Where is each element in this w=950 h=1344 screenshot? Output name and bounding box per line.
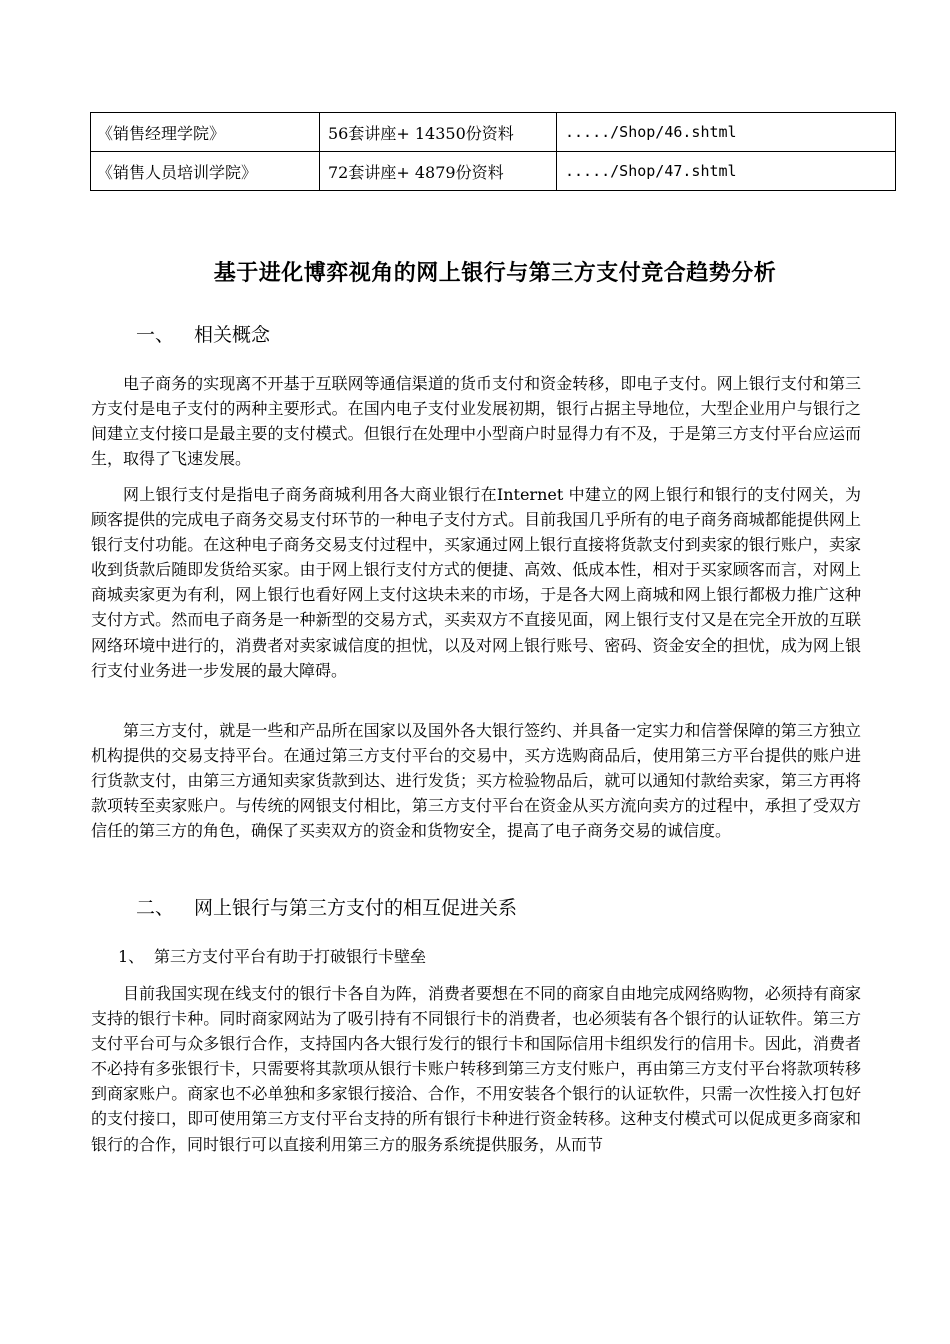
paragraph: 第三方支付，就是一些和产品所在国家以及国外各大银行签约、并具备一定实力和信誉保障的第三方独立机构提供的交易支持平台。在通过第三方支付平台的交易中，买方选购商品后，使用第三方平台提供的账户进行货款支付，由第三方通知卖家货款到达、进行发货；买方检验物品后，就可以通知付款给卖家，第三方再将款项转至卖家账户。与传统的网银支付相比，第三方支付平台在资金从买方流向卖方的过程中，承担了受双方信任的第三方的角色，确保了买卖双方的资金和货物安全，提高了电子商务交易的诚信度。 — [91, 721, 861, 841]
table-row — [91, 152, 896, 191]
course-content-cell: 56套讲座+ 14350份资料 — [320, 113, 557, 152]
course-content-cell: 72套讲座+ 4879份资料 — [320, 152, 557, 191]
section-number: 二、 — [136, 897, 175, 919]
section-number: 一、 — [136, 324, 175, 346]
section-title: 相关概念 — [194, 324, 271, 346]
subsection-title: 第三方支付平台有助于打破银行卡壁垒 — [154, 947, 427, 966]
course-link-cell[interactable]: ...../Shop/47.shtml — [557, 152, 896, 191]
section-heading — [136, 320, 270, 347]
article-title: 基于进化博弈视角的网上银行与第三方支付竞合趋势分析 — [213, 261, 777, 286]
course-name-cell: 《销售人员培训学院》 — [91, 152, 320, 191]
course-name-cell: 《销售经理学院》 — [91, 113, 320, 152]
course-table — [90, 112, 896, 191]
section-title: 网上银行与第三方支付的相互促进关系 — [194, 897, 518, 919]
paragraph: 网上银行支付是指电子商务商城利用各大商业银行在Internet 中建立的网上银行和银行的支付网关，为顾客提供的完成电子商务交易支付环节的一种电子支付方式。目前我国几乎所有的电子商务商城都能提供网上银行支付功能。在这种电子商务交易支付过程中，买家通过网上银行直接将货款支付到卖家的银行账户，卖家收到货款后随即发货给买家。由于网上银行支付方式的便捷、高效、低成本性，相对于买家顾客而言，对网上商城卖家更为有利，网上银行也看好网上支付这块未来的市场，于是各大网上商城和网上银行都极力推广这种支付方式。然而电子商务是一种新型的交易方式，买卖双方不直接见面，网上银行支付又是在完全开放的互联网络环境中进行的，消费者对卖家诚信度的担忧，以及对网上银行账号、密码、资金安全的担忧，成为网上银行支付业务进一步发展的最大障碍。 — [91, 485, 861, 680]
subsection-heading — [118, 944, 426, 967]
table-row — [91, 113, 896, 152]
paragraph: 目前我国实现在线支付的银行卡各自为阵，消费者要想在不同的商家自由地完成网络购物，必须持有商家支持的银行卡种。同时商家网站为了吸引持有不同银行卡的消费者，也必须装有各个银行的认证软件。第三方支付平台可与众多银行合作，支持国内各大银行发行的银行卡和国际信用卡组织发行的信用卡。因此，消费者不必持有多张银行卡，只需要将其款项从银行卡账户转移到第三方支付账户，再由第三方支付平台将款项转移到商家账户。商家也不必单独和多家银行接洽、合作，不用安装各个银行的认证软件，只需一次性接入打包好的支付接口，即可使用第三方支付平台支持的所有银行卡种进行资金转移。这种支付模式可以促成更多商家和银行的合作，同时银行可以直接利用第三方的服务系统提供服务，从而节 — [91, 984, 861, 1154]
paragraph: 电子商务的实现离不开基于互联网等通信渠道的货币支付和资金转移，即电子支付。网上银行支付和第三方支付是电子支付的两种主要形式。在国内电子支付业发展初期，银行占据主导地位，大型企业用户与银行之间建立支付接口是最主要的支付模式。但银行在处理中小型商户时显得力有不及，于是第三方支付平台应运而生，取得了飞速发展。 — [91, 374, 861, 469]
course-link-cell[interactable]: ...../Shop/46.shtml — [557, 113, 896, 152]
section-heading — [136, 893, 517, 920]
subsection-number: 1、 — [118, 947, 145, 966]
